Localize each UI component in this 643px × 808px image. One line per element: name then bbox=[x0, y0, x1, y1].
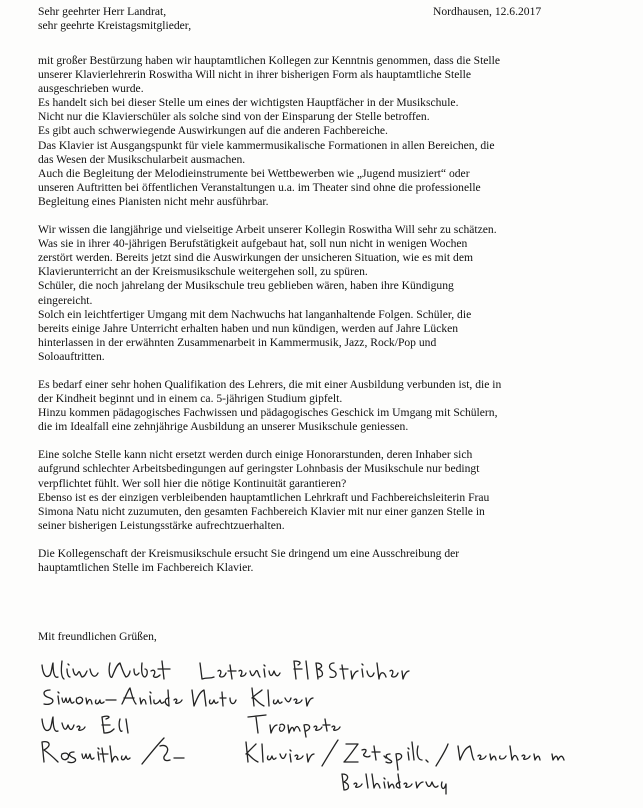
place-date: Nordhausen, 12.6.2017 bbox=[433, 5, 542, 18]
paragraph-line: Die Kollegenschaft der Kreismusikschule ersucht Sie dringend um eine Ausschreibung der bbox=[38, 546, 460, 560]
paragraph bbox=[38, 547, 638, 575]
paragraph-line: ausgeschrieben wurde. bbox=[38, 82, 144, 96]
paragraph-line: hinterlassen in der erwähnten Zusammenarbeit in Kammermusik, Jazz, Rock/Pop und bbox=[38, 335, 437, 349]
paragraph-line: Nicht nur die Klavierschüler als solche sind von der Einsparung der Stelle betroffen. bbox=[38, 110, 430, 124]
paragraph-line: Klavierunterricht an der Kreismusikschule weitergehen soll, zu spüren. bbox=[38, 265, 368, 279]
letter-body bbox=[38, 54, 638, 589]
paragraph bbox=[38, 223, 638, 364]
paragraph-line: unserer Klavierlehrerin Roswitha Will nicht in ihrer bisherigen Form als hauptamtliche Stelle bbox=[38, 68, 472, 82]
paragraph bbox=[38, 448, 638, 533]
paragraph-line: Wir wissen die langjährige und vielseitige Arbeit unserer Kollegin Roswitha Will sehr zu schätzen. bbox=[38, 223, 497, 237]
salutation bbox=[38, 5, 191, 33]
paragraph-line: Es handelt sich bei dieser Stelle um eines der wichtigsten Hauptfächer in der Musikschule. bbox=[38, 96, 459, 110]
paragraph-line: das Wesen der Musikschularbeit ausmachen. bbox=[38, 152, 246, 166]
paragraph-line: verpflichtet fühlt. Wer soll hier die nötige Kontinuität garantieren? bbox=[38, 476, 347, 490]
signature-4-drawing bbox=[40, 736, 600, 796]
paragraph-line: unseren Auftritten bei öffentlichen Veranstaltungen u.a. im Theater sind ohne die professionelle bbox=[38, 180, 481, 194]
paragraph-line: Hinzu kommen pädagogisches Fachwissen und pädagogisches Geschick im Umgang mit Schülern, bbox=[38, 406, 498, 420]
paragraph-line: Schüler, die noch jahrelang der Musikschule treu geblieben wären, haben ihre Kündigung bbox=[38, 279, 454, 293]
paragraph-line: Das Klavier ist Ausgangspunkt für viele kammermusikalische Formationen in allen Bereichen, die bbox=[38, 138, 495, 152]
paragraph-line: eingereicht. bbox=[38, 293, 93, 307]
paragraph bbox=[38, 54, 638, 209]
closing: Mit freundlichen Grüßen, bbox=[38, 630, 157, 643]
paragraph-line: Soloauftritten. bbox=[38, 349, 105, 363]
paragraph-line: Simona Natu nicht zuzumuten, den gesamten Fachbereich Klavier mit nur einer ganzen Stelle in bbox=[38, 504, 485, 518]
paragraph-line: Es gibt auch schwerwiegende Auswirkungen auf die anderen Fachbereiche. bbox=[38, 124, 388, 138]
paragraph-line: Begleitung eines Pianisten nicht mehr ausführbar. bbox=[38, 194, 269, 208]
paragraph-line: der Kindheit beginnt und in einem ca. 5-jährigen Studium gipfelt. bbox=[38, 392, 343, 406]
paragraph-line: bereits einige Jahre Unterricht erhalten haben und nun kündigen, werden auf Jahre Lücken bbox=[38, 321, 459, 335]
paragraph-line: Was sie in ihrer 40-jährigen Berufstätigkeit aufgebaut hat, soll nun nicht in wenigen Wochen bbox=[38, 237, 468, 251]
salutation-line: Sehr geehrter Herr Landrat, bbox=[38, 5, 167, 18]
paragraph-line: Ebenso ist es der einzigen verbleibenden hauptamtlichen Lehrkraft und Fachbereichsleiterin Frau bbox=[38, 490, 490, 504]
paragraph-line: Auch die Begleitung der Melodieinstrumente bei Wettbewerben wie „Jugend musiziert“ oder bbox=[38, 166, 470, 180]
paragraph bbox=[38, 378, 638, 434]
paragraph-line: Solch ein leichtfertiger Umgang mit dem Nachwuchs hat langanhaltende Folgen. Schüler, die bbox=[38, 307, 472, 321]
paragraph-line: aufgrund schlechter Arbeitsbedingungen auf geringster Lohnbasis der Musikschule nur bedingt bbox=[38, 462, 480, 476]
paragraph-line: zerstört werden. Bereits jetzt sind die Auswirkungen der unsicheren Situation, wie es mit dem bbox=[38, 251, 473, 265]
salutation-line: sehr geehrte Kreistagsmitglieder, bbox=[38, 19, 192, 33]
signature-4 bbox=[40, 736, 600, 768]
paragraph-line: Eine solche Stelle kann nicht ersetzt werden durch einige Honorarstunden, deren Inhaber sich bbox=[38, 448, 473, 462]
paragraph-line: hauptamtlichen Stelle im Fachbereich Klavier. bbox=[38, 561, 254, 574]
paragraph-line: Es bedarf einer sehr hohen Qualifikation des Lehrers, die mit einer Ausbildung verbunden ist, die in bbox=[38, 377, 502, 391]
paragraph-line: die im Idealfall eine zehnjährige Ausbildung an unserer Musikschule geniessen. bbox=[38, 420, 409, 434]
paragraph-line: mit großer Bestürzung haben wir hauptamtlichen Kollegen zur Kenntnis genommen, dass die Stelle bbox=[38, 54, 501, 67]
paragraph-line: seiner bisherigen Leistungsstärke aufrechtzuerhalten. bbox=[38, 518, 285, 532]
